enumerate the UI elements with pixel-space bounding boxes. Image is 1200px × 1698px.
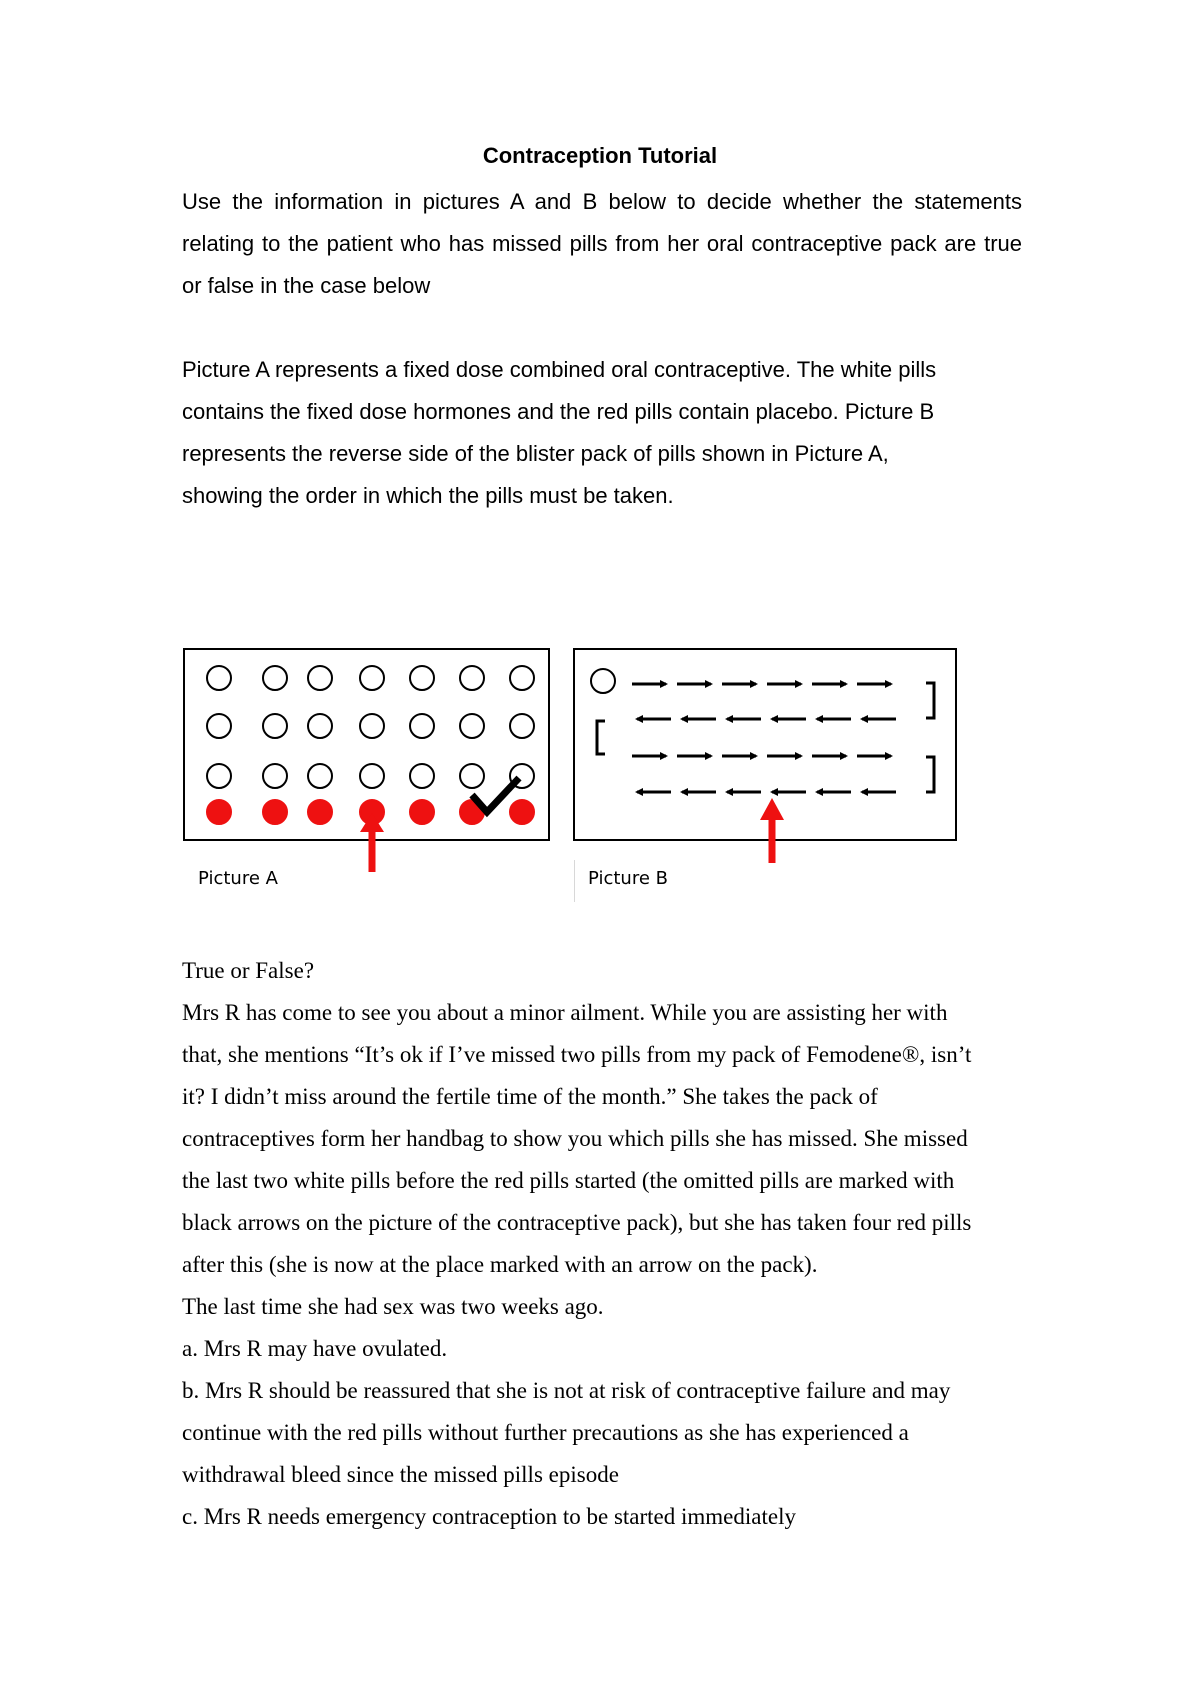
white-pill — [360, 714, 384, 738]
red-pill — [510, 800, 534, 824]
white-pill — [263, 714, 287, 738]
case-heading: True or False? — [182, 958, 315, 983]
white-pill — [410, 764, 434, 788]
white-pill — [510, 714, 534, 738]
description-paragraph — [182, 349, 1042, 517]
description-line: showing the order in which the pills must be taken. — [182, 483, 674, 508]
statement-b-continued: withdrawal bleed since the missed pills episode — [182, 1462, 619, 1487]
statement-b: b. Mrs R should be reassured that she is not at risk of contraceptive failure and may — [182, 1378, 951, 1403]
intro-text: Use the information in pictures A and B below to decide whether the statements relating to the patient who has missed pills from her oral contraceptive pack are true or false in the case below — [182, 189, 1022, 298]
white-pill — [207, 666, 231, 690]
page-title: Contraception Tutorial — [482, 143, 718, 168]
description-line: represents the reverse side of the blister pack of pills shown in Picture A, — [182, 441, 889, 466]
case-section — [182, 950, 1042, 1538]
picture-b-caption: Picture B — [588, 868, 668, 889]
case-line: the last two white pills before the red pills started (the omitted pills are marked with — [182, 1168, 955, 1193]
white-pill — [410, 714, 434, 738]
statement-b-continued: continue with the red pills without further precautions as she has experienced a — [182, 1420, 909, 1445]
start-pill-circle — [591, 669, 615, 693]
white-pill — [207, 764, 231, 788]
white-pill — [360, 764, 384, 788]
blister-pack-figure — [182, 520, 1022, 940]
description-line: Picture A represents a fixed dose combined oral contraceptive. The white pills — [182, 357, 937, 382]
white-pill — [460, 666, 484, 690]
case-line: Mrs R has come to see you about a minor ailment. While you are assisting her with — [182, 1000, 948, 1025]
case-line: contraceptives form her handbag to show you which pills she has missed. She missed — [182, 1126, 968, 1151]
case-line: black arrows on the picture of the contraceptive pack), but she has taken four red pills — [182, 1210, 972, 1235]
white-pill — [308, 714, 332, 738]
white-pill — [207, 714, 231, 738]
white-pill — [308, 764, 332, 788]
description-line: contains the fixed dose hormones and the red pills contain placebo. Picture B — [182, 399, 935, 424]
white-pill — [360, 666, 384, 690]
picture-a-caption: Picture A — [198, 868, 278, 889]
caption-divider — [574, 860, 575, 902]
case-line: The last time she had sex was two weeks ago. — [182, 1294, 604, 1319]
intro-paragraph — [182, 181, 1022, 307]
white-pill — [308, 666, 332, 690]
case-line: it? I didn’t miss around the fertile time of the month.” She takes the pack of — [182, 1084, 878, 1109]
case-line: that, she mentions “It’s ok if I’ve missed two pills from my pack of Femodene®, isn’t — [182, 1042, 972, 1067]
white-pill — [510, 666, 534, 690]
red-pill — [263, 800, 287, 824]
white-pill — [263, 764, 287, 788]
statement-c: c. Mrs R needs emergency contraception to be started immediately — [182, 1504, 796, 1529]
white-pill — [460, 764, 484, 788]
red-pill — [207, 800, 231, 824]
white-pill — [410, 666, 434, 690]
white-pill — [460, 714, 484, 738]
statement-a: a. Mrs R may have ovulated. — [182, 1336, 448, 1361]
white-pill — [263, 666, 287, 690]
red-pill — [410, 800, 434, 824]
case-line: after this (she is now at the place marked with an arrow on the pack). — [182, 1252, 818, 1277]
red-pill — [308, 800, 332, 824]
